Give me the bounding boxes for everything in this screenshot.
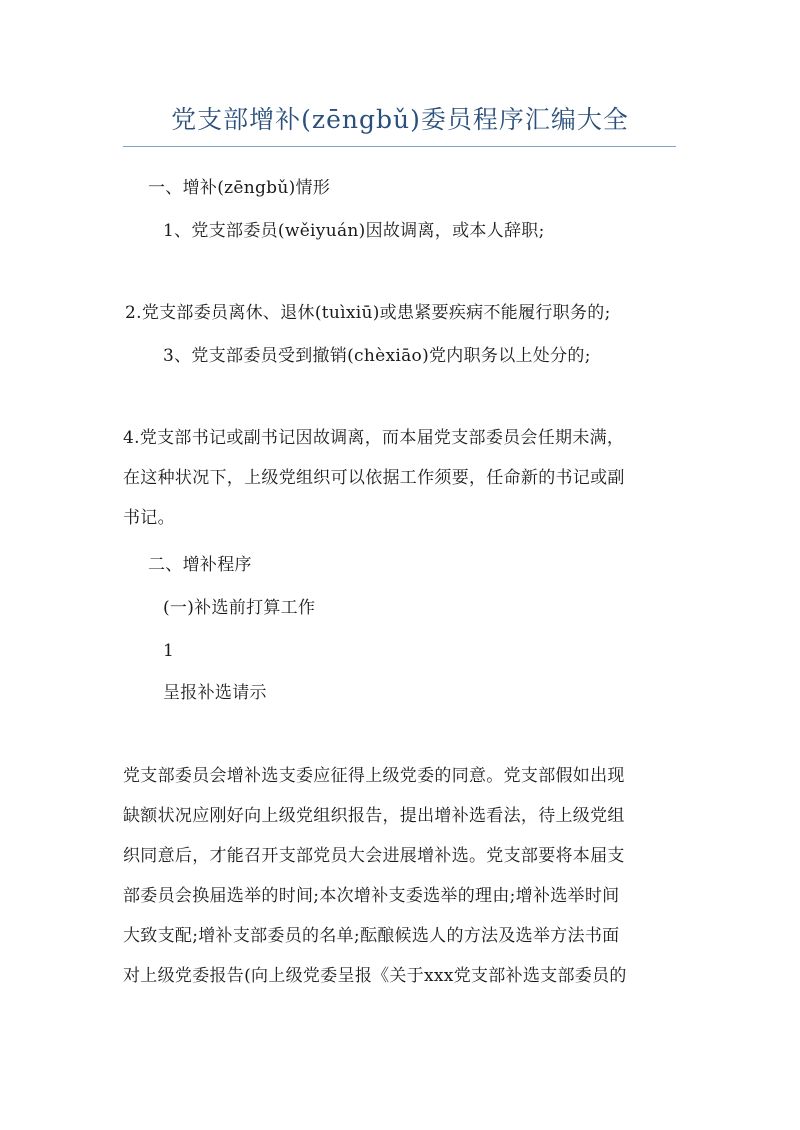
subsection-number: 1	[163, 641, 175, 661]
section-heading-1: 一、增补(zēngbǔ)情形	[148, 178, 331, 198]
title-divider	[123, 146, 676, 147]
section-heading-2: 二、增补程序	[148, 555, 252, 575]
paragraph-line: 党支部委员会增补选支委应征得上级党委的同意。党支部假如出现	[123, 766, 625, 786]
paragraph-line: 4.党支部书记或副书记因故调离，而本届党支部委员会任期未满，	[123, 428, 625, 448]
list-item-1: 1、党支部委员(wěiyuán)因故调离，或本人辞职;	[163, 221, 545, 241]
paragraph-line: 织同意后，才能召开支部党员大会进展增补选。党支部要将本届支	[123, 846, 625, 866]
body-paragraph	[123, 756, 663, 996]
list-item-2: 2.党支部委员离休、退休(tuìxiū)或患紧要疾病不能履行职务的;	[125, 303, 611, 323]
paragraph-line: 书记。	[123, 508, 175, 528]
paragraph-line: 大致支配;增补支部委员的名单;酝酿候选人的方法及选举方法书面	[123, 926, 620, 946]
paragraph-line: 部委员会换届选举的时间;本次增补支委选举的理由;增补选举时间	[123, 886, 620, 906]
document-title: 党支部增补(zēngbǔ)委员程序汇编大全	[171, 105, 629, 134]
paragraph-line: 缺额状况应刚好向上级党组织报告，提出增补选看法，待上级党组	[123, 806, 625, 826]
subsection-title: 呈报补选请示	[163, 683, 267, 703]
list-item-3: 3、党支部委员受到撤销(chèxiāo)党内职务以上处分的;	[163, 346, 591, 366]
list-item-4	[123, 418, 663, 538]
paragraph-line: 在这种状况下，上级党组织可以依据工作须要，任命新的书记或副	[123, 468, 625, 488]
subsection-heading: (一)补选前打算工作	[163, 598, 316, 618]
paragraph-line: 对上级党委报告(向上级党委呈报《关于xxx党支部补选支部委员的	[123, 966, 627, 986]
